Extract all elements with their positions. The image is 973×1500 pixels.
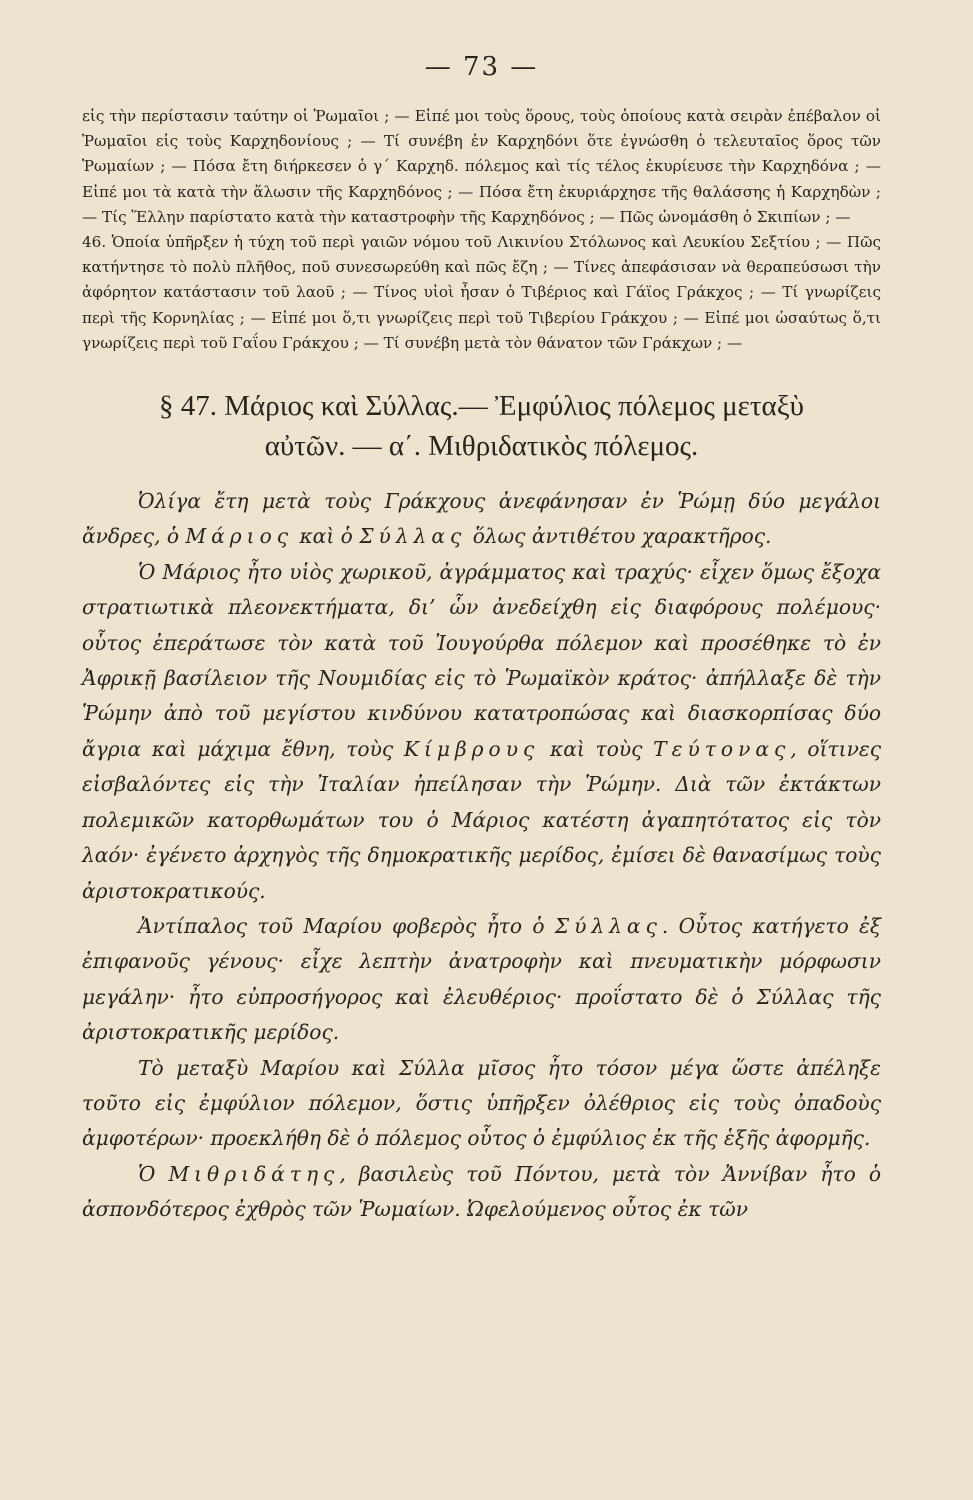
name-marius: Μάριος (185, 524, 294, 549)
questions-paragraph-45: εἰς τὴν περίστασιν ταύτην οἱ Ῥωμαῖοι ; — Εἰπέ μοι τοὺς ὅρους, τοὺς ὁποίους κατὰ σειρὰν ἐπέβαλον οἱ Ῥωμαῖοι εἰς τοὺς Καρχηδονίους ; — Τί συνέβη ἐν Καρχηδόνι ὅτε ἐγνώσθη ὁ τελευταῖος ὅρος τῶν Ῥωμαίων ; — Πόσα ἔτη διήρκεσεν ὁ γ΄ Καρχηδ. πόλεμος καὶ τίς τέλος ἐκυρίευσε τὴν Καρχηδόνα ; — Εἰπέ μοι τὰ κατὰ τὴν ἅλωσιν τῆς Καρχηδόνος ; — Πόσα ἔτη ἐκυριάρχησε τῆς θαλάσσης ἡ Καρχηδὼν ; — Τίς Ἕλλην παρίστατο κατὰ τὴν καταστροφὴν τῆς Καρχηδόνος ; — Πῶς ὠνομάσθη ὁ Σκιπίων ; — (82, 107, 881, 226)
name-mithridates: Μιθριδάτης (168, 1161, 340, 1186)
section-heading-line-2: αὐτῶν. — α΄. Μιθριδατικὸς πόλεμος. (264, 430, 699, 463)
body-text-run: Ὁ (138, 1161, 169, 1186)
body-text-run: ὅλως ἀντιθέτου χαρακτῆρος. (466, 524, 772, 549)
body-text-run: καὶ τοὺς (539, 736, 654, 761)
body-text-run: , οἵτινες εἰσβαλόντες εἰς τὴν Ἰταλίαν ἠπείλησαν τὴν Ῥώμην. Διὰ τῶν ἐκτάκτων πολεμικῶν κατορθωμάτων του ὁ Μάριος κατέστη ἀγαπητότατος εἰς τὸν λαόν· ἐγένετο ἀρχηγὸς τῆς δημοκρατικῆς μερίδος, ἐμίσει δὲ θανασίμως τοὺς ἀριστοκρατικούς. (82, 736, 881, 903)
body-text-run: Ἀντίπαλος τοῦ Μαρίου φοβερὸς ἦτο ὁ (138, 913, 555, 938)
body-paragraph (82, 484, 881, 555)
review-questions (82, 104, 881, 356)
body-paragraph (82, 1157, 881, 1228)
name-cimbri: Κίμβρους (403, 736, 540, 761)
page-number: — 73 — (424, 52, 539, 82)
section-heading (82, 386, 881, 466)
name-teutons: Τεύτονας (653, 736, 791, 761)
name-sulla: Σύλλας (554, 913, 662, 938)
body-text-run: Ὀλίγα ἔτη μετὰ τοὺς Γράκχους ἀνεφάνησαν ἐν Ῥώμῃ δύο μεγάλοι ἄνδρες, ὁ (82, 489, 881, 549)
body-text-run: . Οὗτος κατήγετο ἐξ ἐπιφανοῦς γένους· εἶχε λεπτὴν ἀνατροφὴν καὶ πνευματικὴν μόρφωσιν μεγάλην· ἦτο εὐπροσήγορος καὶ ἐλευθέριος· προΐστατο δὲ ὁ Σύλλας τῆς ἀριστοκρατικῆς μερίδος. (82, 913, 881, 1045)
body-paragraph (82, 909, 881, 1051)
body-text-run: καὶ ὁ (293, 524, 360, 549)
body-text-run: , βασιλεὺς τοῦ Πόντου, μετὰ τὸν Ἀννίβαν ἦτο ὁ ἀσπονδότερος ἐχθρὸς τῶν Ῥωμαίων. Ὠφελούμενος οὗτος ἐκ τῶν (82, 1161, 881, 1222)
section-body (82, 484, 881, 1228)
name-sulla: Σύλλας (359, 524, 467, 549)
body-paragraph (82, 1051, 881, 1157)
body-paragraph (82, 555, 881, 909)
body-text-run: Ὁ Μάριος ἦτο υἱὸς χωρικοῦ, ἀγράμματος καὶ τραχύς· εἶχεν ὅμως ἔξοχα στρατιωτικὰ πλεονεκτήματα, δι’ ὧν ἀνεδείχθη εἰς διαφόρους πολέμους· οὗτος ἐπεράτωσε τὸν κατὰ τοῦ Ἰουγούρθα πόλεμον καὶ προσέθηκε τὸ ἐν Ἀφρικῇ βασίλειον τῆς Νουμιδίας εἰς τὸ Ῥωμαϊκὸν κράτος· ἀπήλλαξε δὲ τὴν Ῥώμην ἀπὸ τοῦ μεγίστου κινδύνου κατατροπώσας καὶ διασκορπίσας δύο ἄγρια καὶ μάχιμα ἔθνη, τοὺς (82, 559, 881, 761)
section-heading-line-1: § 47. Μάριος καὶ Σύλλας.— Ἐμφύλιος πόλεμος μεταξὺ (159, 390, 804, 423)
questions-paragraph-46: 46. Ὁποία ὑπῆρξεν ἡ τύχη τοῦ περὶ γαιῶν νόμου τοῦ Λικινίου Στόλωνος καὶ Λευκίου Σεξτίου ; — Πῶς κατήντησε τὸ πολὺ πλῆθος, ποῦ συνεσωρεύθη καὶ πῶς ἔζη ; — Τίνες ἀπεφάσισαν νὰ θεραπεύσωσι τὴν ἀφόρητον κατάστασιν τοῦ λαοῦ ; — Τίνος υἱοὶ ἦσαν ὁ Τιβέριος καὶ Γάϊος Γράκχος ; — Τί γνωρίζεις περὶ τῆς Κορνηλίας ; — Εἰπέ μοι ὅ,τι γνωρίζεις περὶ τοῦ Τιβερίου Γράκχου ; — Εἰπέ μοι ὡσαύτως ὅ,τι γνωρίζεις περὶ τοῦ Γαΐου Γράκχου ; — Τί συνέβη μετὰ τὸν θάνατον τῶν Γράκχων ; — (82, 233, 881, 352)
body-text-run: Τὸ μεταξὺ Μαρίου καὶ Σύλλα μῖσος ἦτο τόσον μέγα ὥστε ἀπέληξε τοῦτο εἰς ἐμφύλιον πόλεμον, ὅστις ὑπῆρξεν ὀλέθριος εἰς τοὺς ὀπαδοὺς ἀμφοτέρων· προεκλήθη δὲ ὁ πόλεμος οὗτος ὁ ἐμφύλιος ἐκ τῆς ἑξῆς ἀφορμῆς. (82, 1055, 881, 1151)
